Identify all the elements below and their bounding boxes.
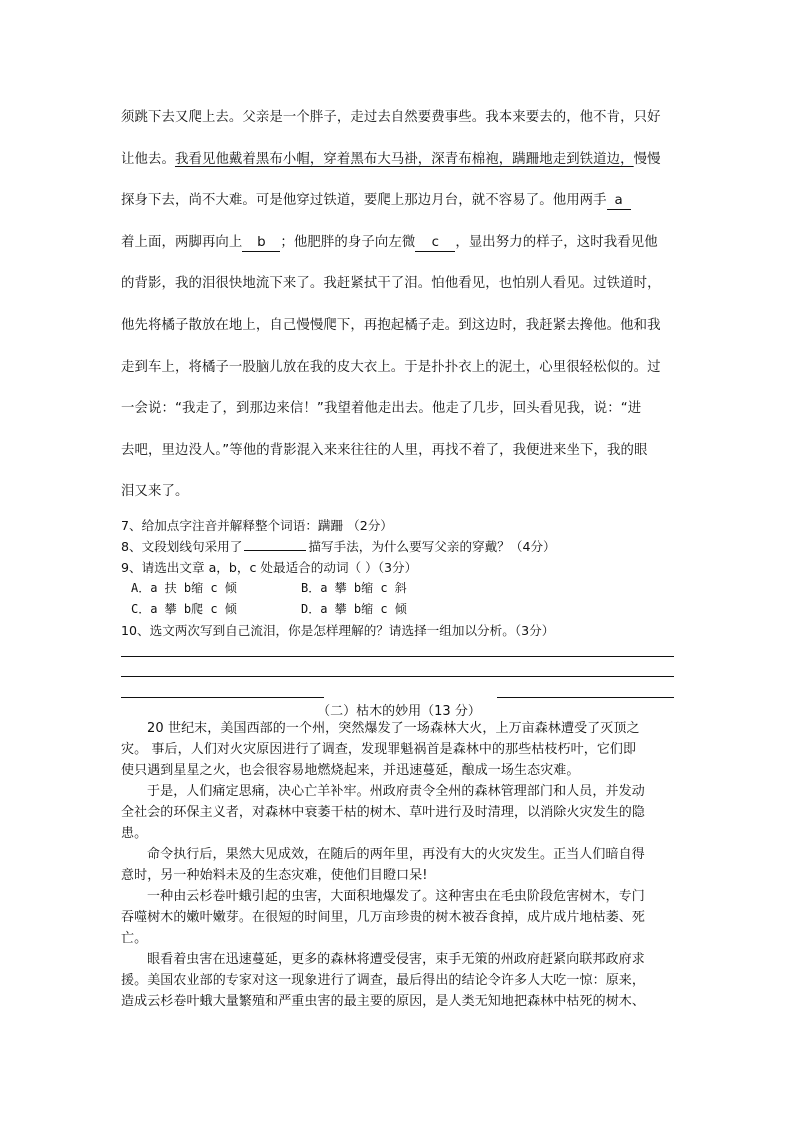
section-title: （二）枯木的妙用（13 分） <box>317 704 481 719</box>
passage-line: 须跳下去又爬上去。父亲是一个胖子，走过去自然要费事些。我本来要去的，他不肯，只好 <box>121 110 661 125</box>
passage-line: 一会说：“我走了，到那边来信！”我望着他走出去。他走了几步，回头看见我，说：“进 <box>121 401 642 417</box>
article-line: 患。 <box>121 826 148 841</box>
question-7: 7、给加点字注音并解释整个词语：蹒跚 （2分） <box>121 518 393 533</box>
passage-line: 他先将橘子散放在地上，自己慢慢爬下，再抱起橘子走。到这边时，我赶紧去搀他。他和我 <box>121 317 661 333</box>
article-line: 吞噬树木的嫩叶嫩芽。在很短的时间里，几万亩珍贵的树木被吞食掉，成片成片地枯萎、死 <box>121 910 646 925</box>
answer-blank[interactable] <box>244 537 306 551</box>
answer-line[interactable] <box>121 697 324 698</box>
question-10: 10、选文两次写到自己流泪，你是怎样理解的？请选择一组加以分析。（3分） <box>121 623 555 638</box>
passage-line: 泪又来了。 <box>121 484 189 500</box>
question-8: 8、文段划线句采用了 描写手法，为什么要写父亲的穿戴？（4分） <box>121 539 556 554</box>
article-line: 眼看着虫害在迅速蔓延，更多的森林将遭受侵害，束手无策的州政府赶紧向联邦政府求 <box>147 952 645 967</box>
answer-line[interactable] <box>121 676 674 677</box>
passage-line: 探身下去，尚不大难。可是他穿过铁道，要爬上那边月台，就不容易了。他用两手 a <box>121 188 677 230</box>
option-d[interactable]: D．a 攀 b缩 c 倾 <box>301 602 407 616</box>
answer-line[interactable] <box>497 697 674 698</box>
article-line: 援。美国农业部的专家对这一现象进行了调查，最后得出的结论令许多人大吃一惊：原来， <box>121 973 646 988</box>
article-line: 20 世纪末，美国西部的一个州，突然爆发了一场森林大火，上万亩森林遭受了灭顶之 <box>147 721 640 736</box>
article-line: 命令执行后，果然大见成效，在随后的两年里，再没有大的火灾发生。正当人们暗自得 <box>147 847 645 862</box>
blank-b: b <box>242 235 280 252</box>
article-line: 意时，另一种始料未及的生态灾难，使他们目瞪口呆! <box>121 868 428 883</box>
passage-line: 着上面，两脚再向上 b ；他肥胖的身子向左微 c ，显出努力的样子，这时我看见他 <box>121 234 658 250</box>
passage-line: 走到车上，将橘子一股脑儿放在我的皮大衣上。于是扑扑衣上的泥土，心里很轻松似的。过 <box>121 359 661 375</box>
question-list <box>121 515 677 641</box>
article-text <box>121 718 677 1012</box>
article-line: 使只遇到星星之火，也会很容易地燃烧起来，并迅速蔓延，酿成一场生态灾难。 <box>121 763 580 778</box>
option-a[interactable]: A．a 扶 b缩 c 倾 <box>131 581 237 595</box>
option-c[interactable]: C．a 攀 b爬 c 倾 <box>131 602 237 616</box>
article-line: 全社会的环保主义者，对森林中衰萎干枯的树木、草叶进行及时清理，以消除火灾发生的隐 <box>121 805 646 820</box>
article-line: 于是，人们痛定思痛，决心亡羊补牢。州政府责令全州的森林管理部门和人员，并发动 <box>147 784 645 799</box>
passage-line: 让他去。我看见他戴着黑布小帽，穿着黑布大马褂，深青布棉袍，蹒跚地走到铁道边，慢慢 <box>121 151 661 167</box>
article-line: 灾。 事后，人们对火灾原因进行了调查，发现罪魁祸首是森林中的那些枯枝朽叶，它们即 <box>121 742 637 757</box>
blank-c: c <box>415 235 455 252</box>
reading-passage <box>121 105 677 505</box>
blank-a: a <box>607 193 631 210</box>
options-row <box>121 578 677 599</box>
passage-line: 去吧，里边没人。”等他的背影混入来来往往的人里，再找不着了，我便进来坐下，我的眼 <box>121 442 648 458</box>
question-9: 9、请选出文章 a，b，c 处最适合的动词（ ）（3分） <box>121 560 418 575</box>
underlined-sentence: 我看见他戴着黑布小帽，穿着黑布大马褂，深青布棉袍，蹒跚地走到铁道边， <box>174 151 634 167</box>
article-line: 一种由云杉卷叶蛾引起的虫害，大面积地爆发了。这种害虫在毛虫阶段危害树木，专门 <box>147 889 645 904</box>
answer-line[interactable] <box>121 656 674 657</box>
options-row <box>121 599 677 620</box>
article-line: 造成云杉卷叶蛾大量繁殖和严重虫害的最主要的原因，是人类无知地把森林中枯死的树木、 <box>121 994 646 1009</box>
option-b[interactable]: B．a 攀 b缩 c 斜 <box>301 581 407 595</box>
article-line: 亡。 <box>121 931 148 946</box>
passage-line: 的背影，我的泪很快地流下来了。我赶紧拭干了泪。怕他看见，也怕别人看见。过铁道时， <box>121 276 661 292</box>
